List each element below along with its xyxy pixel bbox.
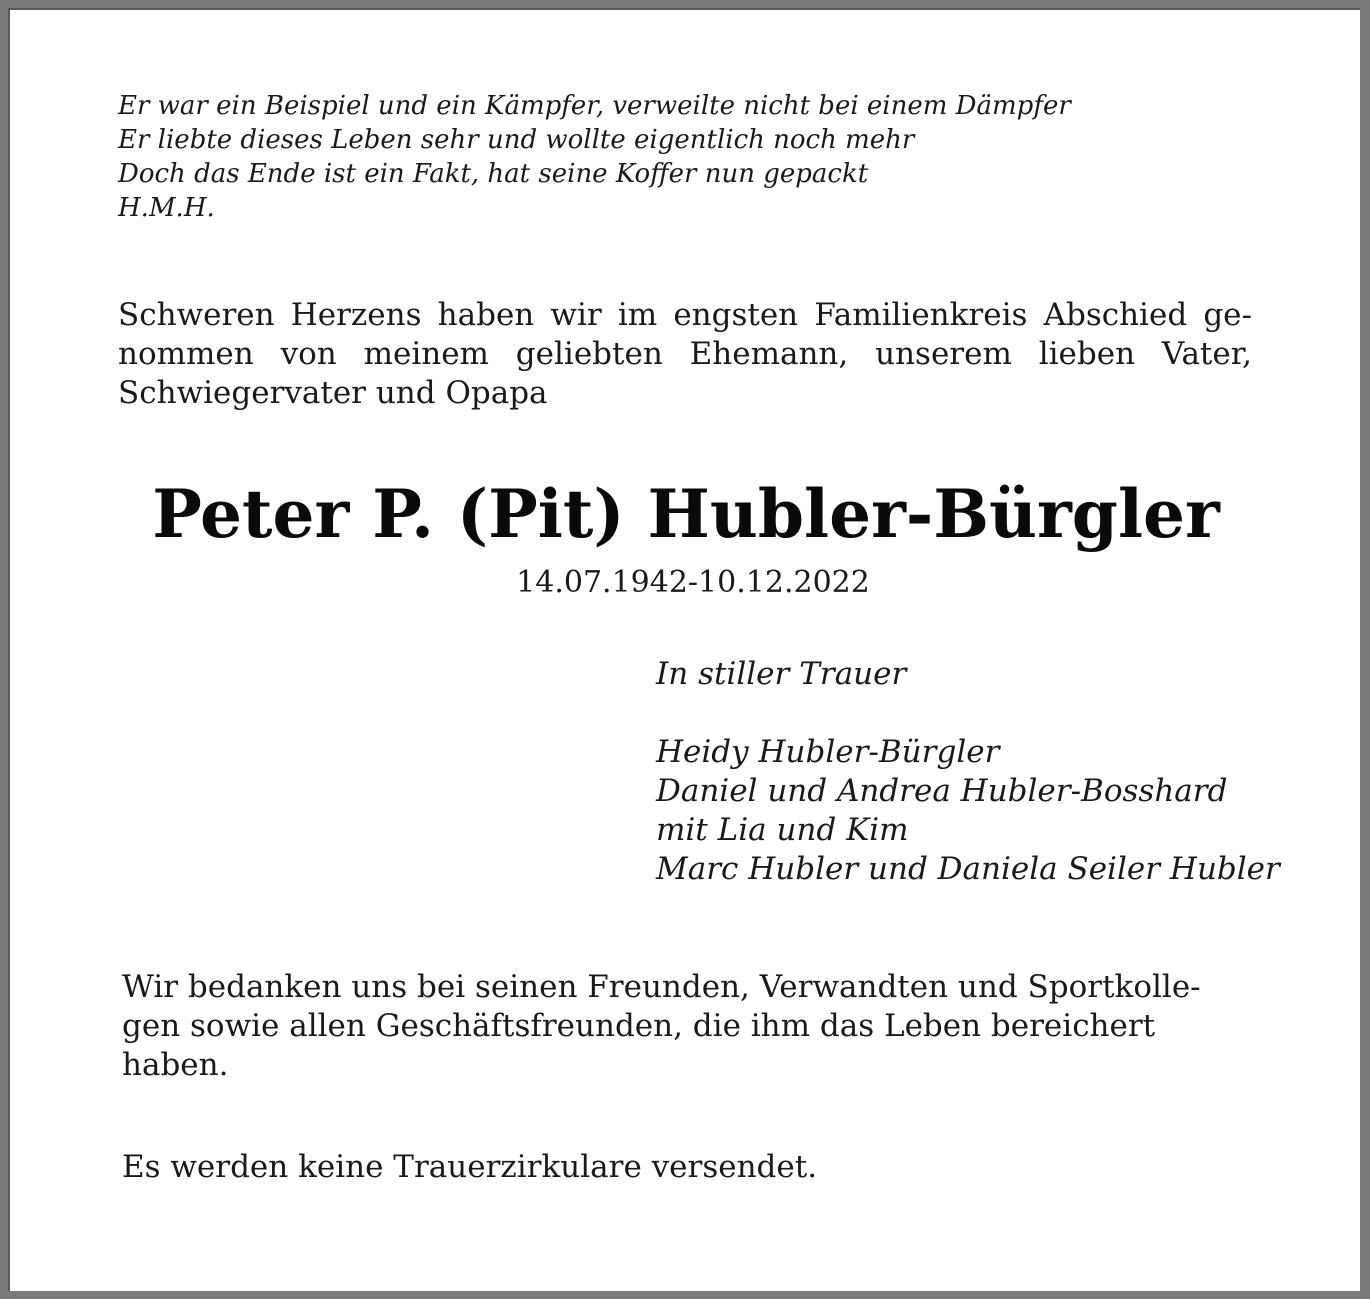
spacer xyxy=(656,694,1280,733)
intro-line: nommen von meinem geliebten Ehemann, unserem lieben Vater, xyxy=(118,336,1252,372)
verse-line: Doch das Ende ist ein Fakt, hat seine Koffer nun gepackt xyxy=(118,159,869,189)
verse-line: Er liebte dieses Leben sehr und wollte eigentlich noch mehr xyxy=(118,125,915,155)
thanks-paragraph xyxy=(122,968,1252,1085)
mourners-heading: In stiller Trauer xyxy=(656,656,907,692)
intro-paragraph xyxy=(118,296,1252,413)
deceased-name: Peter P. (Pit) Hubler-Bürgler xyxy=(152,475,1220,553)
circular-notice: Es werden keine Trauerzirkulare versendet. xyxy=(122,1149,818,1185)
thanks-line: haben. xyxy=(122,1047,229,1083)
thanks-line: Wir bedanken uns bei seinen Freunden, Verwandten und Sportkolle- xyxy=(122,969,1201,1005)
memorial-verse xyxy=(118,89,1071,225)
intro-line: Schweren Herzens haben wir im engsten Familienkreis Abschied ge- xyxy=(118,297,1252,333)
mourner-name: mit Lia und Kim xyxy=(656,812,909,848)
mourner-name: Heidy Hubler-Bürgler xyxy=(656,734,1000,770)
intro-line: Schwiegervater und Opapa xyxy=(118,375,548,411)
life-dates: 14.07.1942-10.12.2022 xyxy=(516,565,870,600)
mourner-name: Daniel und Andrea Hubler-Bosshard xyxy=(656,773,1228,809)
mourner-name: Marc Hubler und Daniela Seiler Hubler xyxy=(656,851,1280,887)
verse-line: Er war ein Beispiel und ein Kämpfer, verweilte nicht bei einem Dämpfer xyxy=(118,91,1071,121)
obituary-page xyxy=(8,8,1360,1291)
verse-signature: H.M.H. xyxy=(118,193,215,223)
mourners-block xyxy=(656,655,1280,889)
thanks-line: gen sowie allen Geschäftsfreunden, die ihm das Leben bereichert xyxy=(122,1008,1156,1044)
